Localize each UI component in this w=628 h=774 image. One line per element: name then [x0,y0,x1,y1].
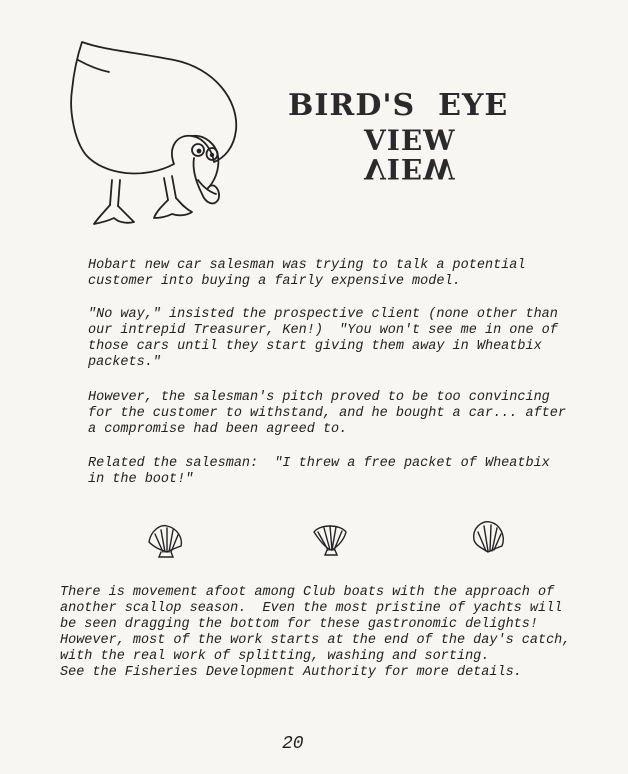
scallop-shell-icon [145,520,185,560]
page-title: BIRD'S EYE [288,88,509,123]
view-word: VIEW [364,124,456,157]
scallop-paragraph: There is movement afoot among Club boats with the approach of another scallop season. Even the most pristine of yachts will be seen dragging the bottom for these gastronomic delights! However, most of the work starts at the end of the day's catch, with the real work of splitting, washing and sorting. See the Fisheries Development Authority for more details. [60,585,571,680]
story-paragraph-1: Hobart new car salesman was trying to talk a potential customer into buying a fairly expensive model. [88,258,526,289]
page-number: 20 [282,734,304,754]
duck-illustration [64,30,254,235]
story-paragraph-3: However, the salesman's pitch proved to be too convincing for the customer to withstand, and he bought a car... after a compromise had been agreed to. [88,390,566,437]
scallop-shell-icon [468,516,508,556]
story-paragraph-2: "No way," insisted the prospective client (none other than our intrepid Treasurer, Ken!) "You won't see me in one of those cars until they start giving them away in Wheatbix packets." [88,307,558,370]
scallop-shell-icon [310,518,350,558]
story-paragraph-4: Related the salesman: "I threw a free packet of Wheatbix in the boot!" [88,456,550,487]
view-word-mirrored: VIEW [364,152,456,185]
